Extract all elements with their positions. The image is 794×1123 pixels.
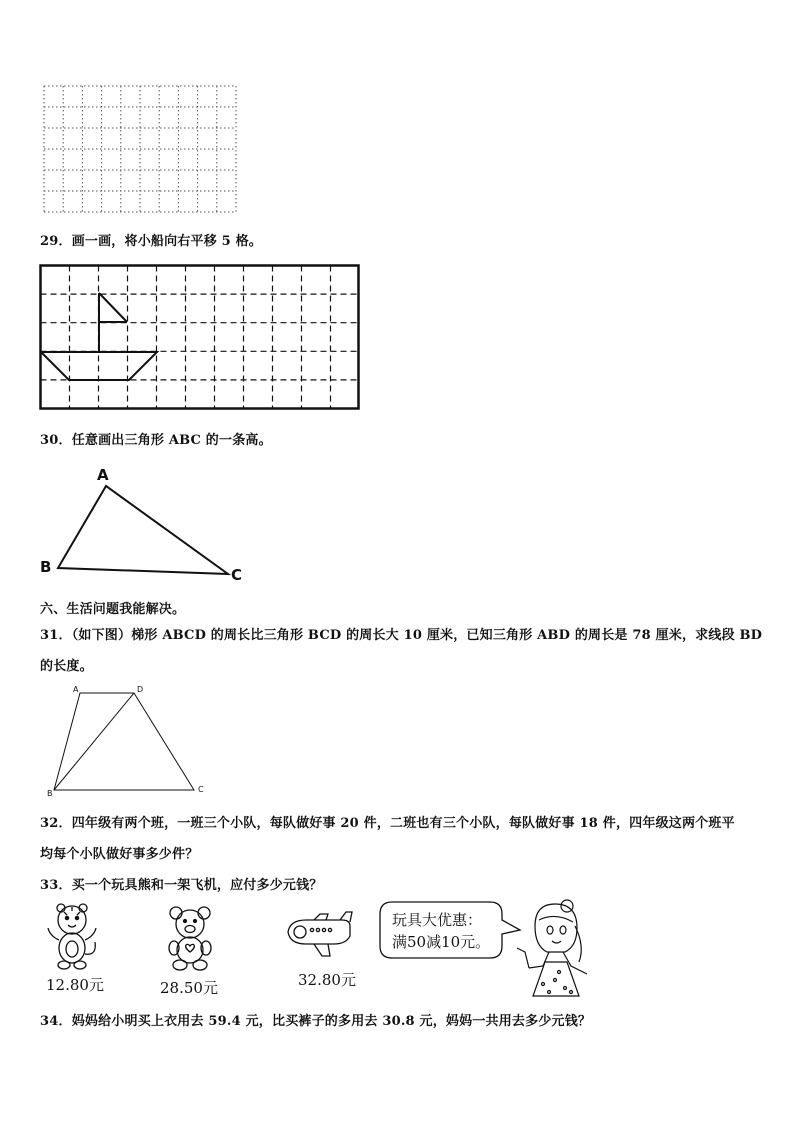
question-34: 34．妈妈给小明买上衣用去 59.4 元，比买裤子的多用去 30.8 元，妈妈一共用去多少元钱？: [40, 1014, 592, 1029]
bear-price: 28.50元: [160, 979, 218, 997]
question-31-line1: 31．（如下图）梯形 ABCD 的周长比三角形 BCD 的周长大 10 厘米，已知三角形 ABD 的周长是 78 厘米，求线段 BD: [40, 628, 763, 643]
triangle-label-a: A: [97, 466, 109, 484]
question-29: 29．画一画，将小船向右平移 5 格。: [40, 234, 262, 249]
dotted-grid: [40, 84, 240, 214]
bubble-line2: 满50减10元。: [392, 933, 491, 951]
trapezoid-label-c: C: [198, 785, 204, 794]
triangle-abc: [36, 462, 256, 582]
girl-character-icon: [505, 896, 595, 1006]
question-32-line2: 均每个小队做好事多少件？: [40, 847, 199, 862]
tiger-toy-icon: [42, 902, 102, 972]
boat-grid: [39, 264, 361, 410]
trapezoid-label-a: A: [73, 685, 79, 694]
triangle-label-b: B: [40, 558, 52, 576]
question-33: 33．买一个玩具熊和一架飞机，应付多少元钱？: [40, 878, 323, 893]
plane-price: 32.80元: [298, 971, 356, 989]
bubble-line1: 玩具大优惠：: [392, 911, 483, 929]
question-31-line2: 的长度。: [40, 659, 93, 674]
bear-toy-icon: [160, 904, 220, 974]
tiger-price: 12.80元: [46, 976, 104, 994]
trapezoid-label-b: B: [47, 789, 53, 798]
trapezoid-label-d: D: [137, 685, 144, 694]
trapezoid-abcd: [46, 686, 226, 796]
triangle-label-c: C: [231, 566, 243, 584]
question-30: 30．任意画出三角形 ABC 的一条高。: [40, 433, 272, 448]
question-32-line1: 32．四年级有两个班，一班三个小队，每队做好事 20 件，二班也有三个小队，每队做好事 18 件，四年级这两个班平: [40, 816, 735, 831]
plane-toy-icon: [284, 910, 354, 960]
section-6-title: 六、生活问题我能解决。: [40, 602, 186, 617]
